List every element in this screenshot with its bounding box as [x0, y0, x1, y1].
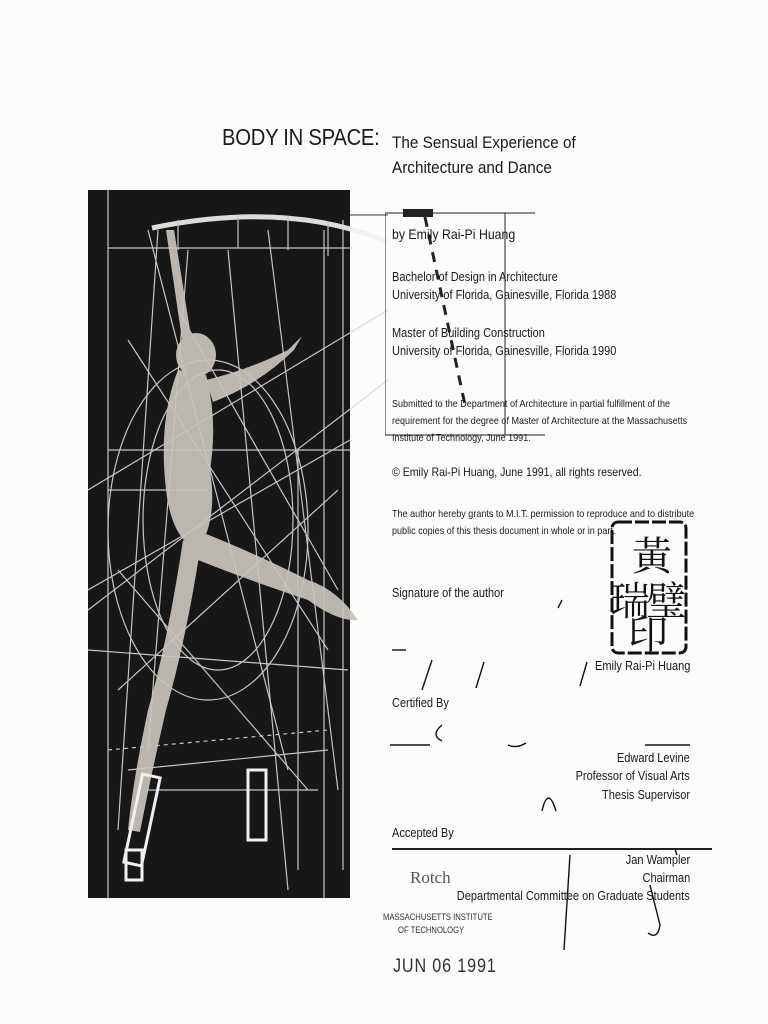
mit-stamp-line-2: OF TECHNOLOGY	[398, 925, 465, 935]
acceptor-title: Chairman	[642, 871, 690, 885]
library-date-stamp: JUN 06 1991	[393, 956, 497, 977]
seal-char-4: 印	[628, 612, 668, 655]
certifier-role: Thesis Supervisor	[601, 788, 690, 802]
dancer-drawing-image	[88, 190, 388, 898]
mit-stamp-line-1: MASSACHUSETTS INSTITUTE	[383, 912, 493, 922]
rotch-stamp: Rotch	[410, 868, 451, 887]
submission-line-3: Institute of Technology, June 1991.	[392, 432, 531, 444]
certifier-name: Edward Levine	[617, 751, 690, 765]
degree-1-school: University of Florida, Gainesville, Florida 1988	[392, 288, 617, 302]
accepted-label: Accepted By	[392, 826, 454, 840]
seal-char-3: 璧	[646, 579, 686, 625]
degree-2: Master of Building Construction	[392, 326, 545, 340]
degree-1: Bachelor of Design in Architecture	[392, 270, 558, 284]
seal-char-2: 瑞	[610, 579, 650, 625]
signature-label: Signature of the author	[392, 586, 504, 600]
permission-line-1: The author hereby grants to M.I.T. permission to reproduce and to distribute	[392, 508, 695, 520]
thesis-title: BODY IN SPACE:	[222, 124, 380, 150]
certified-label: Certified By	[392, 696, 449, 710]
acceptor-name: Jan Wampler	[625, 853, 690, 867]
subtitle-line-1: The Sensual Experience of	[392, 133, 576, 152]
subtitle-line-2: Architecture and Dance	[392, 158, 552, 177]
certifier-title: Professor of Visual Arts	[575, 769, 690, 783]
copyright-notice: © Emily Rai-Pi Huang, June 1991, all rights reserved.	[392, 465, 642, 479]
thesis-subtitle	[392, 130, 626, 180]
author-name-under-signature: Emily Rai-Pi Huang	[594, 659, 690, 673]
seal-char-1: 黃	[632, 534, 672, 580]
degree-2-school: University of Florida, Gainesville, Florida 1990	[392, 344, 617, 358]
acceptor-role: Departmental Committee on Graduate Students	[457, 889, 690, 903]
submission-line-2: requirement for the degree of Master of Architecture at the Massachusetts	[392, 415, 688, 427]
author-byline: by Emily Rai-Pi Huang	[392, 226, 516, 242]
submission-line-1: Submitted to the Department of Architecture in partial fulfillment of the	[392, 398, 671, 410]
permission-line-2: public copies of this thesis document in whole or in part.	[392, 525, 616, 537]
